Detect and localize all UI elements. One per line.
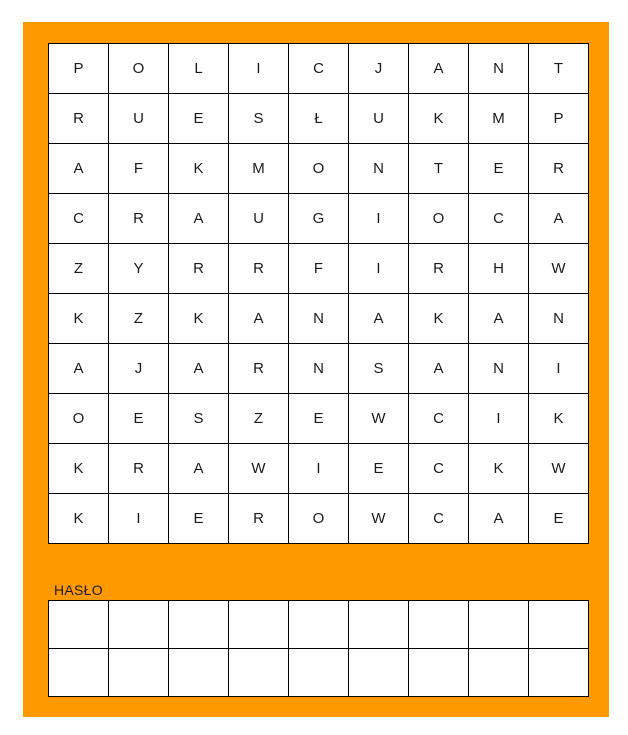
password-cell[interactable] [289, 649, 349, 697]
password-cell[interactable] [349, 649, 409, 697]
grid-cell[interactable]: I [109, 494, 169, 544]
grid-cell[interactable]: E [169, 494, 229, 544]
grid-cell[interactable]: E [109, 394, 169, 444]
grid-cell[interactable]: F [109, 144, 169, 194]
grid-cell[interactable]: N [289, 344, 349, 394]
grid-cell[interactable]: I [289, 444, 349, 494]
grid-cell[interactable]: I [349, 244, 409, 294]
grid-row [49, 144, 589, 194]
grid-cell[interactable]: R [229, 244, 289, 294]
grid-cell[interactable]: R [169, 244, 229, 294]
grid-cell[interactable]: O [289, 144, 349, 194]
grid-cell[interactable]: Z [229, 394, 289, 444]
grid-cell[interactable]: T [529, 44, 589, 94]
password-row [49, 649, 589, 697]
grid-cell[interactable]: N [469, 44, 529, 94]
grid-cell[interactable]: A [469, 494, 529, 544]
password-cell[interactable] [109, 601, 169, 649]
password-cell[interactable] [229, 649, 289, 697]
grid-row [49, 394, 589, 444]
password-cell[interactable] [409, 649, 469, 697]
password-cell[interactable] [349, 601, 409, 649]
grid-cell[interactable]: O [289, 494, 349, 544]
grid-cell[interactable]: K [49, 294, 109, 344]
grid-cell[interactable]: E [469, 144, 529, 194]
grid-row [49, 194, 589, 244]
grid-cell[interactable]: A [49, 344, 109, 394]
grid-cell[interactable]: K [409, 294, 469, 344]
grid-cell[interactable]: J [109, 344, 169, 394]
grid-cell[interactable]: R [109, 194, 169, 244]
grid-cell[interactable]: A [49, 144, 109, 194]
password-label: HASŁO [54, 582, 103, 598]
grid-row [49, 494, 589, 544]
grid-cell[interactable]: A [409, 344, 469, 394]
grid-cell[interactable]: A [169, 344, 229, 394]
grid-cell[interactable]: W [349, 494, 409, 544]
grid-cell[interactable]: C [289, 44, 349, 94]
grid-cell[interactable]: N [289, 294, 349, 344]
grid-cell[interactable]: R [109, 444, 169, 494]
grid-cell[interactable]: A [229, 294, 289, 344]
grid-cell[interactable]: N [469, 344, 529, 394]
password-grid [48, 600, 589, 697]
password-cell[interactable] [49, 601, 109, 649]
grid-cell[interactable]: J [349, 44, 409, 94]
grid-cell[interactable]: E [169, 94, 229, 144]
grid-cell[interactable]: W [529, 244, 589, 294]
grid-cell[interactable]: R [229, 494, 289, 544]
password-cell[interactable] [469, 649, 529, 697]
grid-cell[interactable]: H [469, 244, 529, 294]
grid-cell[interactable]: K [49, 444, 109, 494]
grid-cell[interactable]: L [169, 44, 229, 94]
grid-cell[interactable]: I [529, 344, 589, 394]
grid-cell[interactable]: U [109, 94, 169, 144]
grid-cell[interactable]: C [409, 394, 469, 444]
grid-cell[interactable]: E [289, 394, 349, 444]
grid-cell[interactable]: I [229, 44, 289, 94]
grid-cell[interactable]: I [349, 194, 409, 244]
password-cell[interactable] [169, 601, 229, 649]
grid-cell[interactable]: K [49, 494, 109, 544]
password-row [49, 601, 589, 649]
grid-cell[interactable]: P [529, 94, 589, 144]
grid-cell[interactable]: Z [49, 244, 109, 294]
grid-cell[interactable]: S [169, 394, 229, 444]
grid-cell[interactable]: N [529, 294, 589, 344]
grid-cell[interactable]: N [349, 144, 409, 194]
grid-cell[interactable]: A [169, 444, 229, 494]
password-cell[interactable] [169, 649, 229, 697]
grid-cell[interactable]: S [349, 344, 409, 394]
grid-cell[interactable]: A [169, 194, 229, 244]
grid-cell[interactable]: R [529, 144, 589, 194]
grid-cell[interactable]: T [409, 144, 469, 194]
grid-cell[interactable]: F [289, 244, 349, 294]
grid-cell[interactable]: K [169, 144, 229, 194]
grid-cell[interactable]: O [49, 394, 109, 444]
grid-cell[interactable]: R [229, 344, 289, 394]
grid-cell[interactable]: Z [109, 294, 169, 344]
grid-cell[interactable]: C [49, 194, 109, 244]
grid-cell[interactable]: W [529, 444, 589, 494]
grid-cell[interactable]: G [289, 194, 349, 244]
grid-cell[interactable]: U [229, 194, 289, 244]
grid-row [49, 444, 589, 494]
grid-cell[interactable]: O [109, 44, 169, 94]
grid-cell[interactable]: U [349, 94, 409, 144]
password-cell[interactable] [469, 601, 529, 649]
grid-cell[interactable]: E [349, 444, 409, 494]
grid-cell[interactable]: R [49, 94, 109, 144]
grid-cell[interactable]: A [409, 44, 469, 94]
grid-cell[interactable]: A [529, 194, 589, 244]
grid-cell[interactable]: W [229, 444, 289, 494]
grid-row [49, 244, 589, 294]
grid-cell[interactable]: M [469, 94, 529, 144]
grid-cell[interactable]: P [49, 44, 109, 94]
letter-grid [48, 43, 589, 544]
grid-cell[interactable]: O [409, 194, 469, 244]
grid-cell[interactable]: R [409, 244, 469, 294]
grid-cell[interactable]: K [409, 94, 469, 144]
grid-cell[interactable]: S [229, 94, 289, 144]
grid-cell[interactable]: M [229, 144, 289, 194]
grid-cell[interactable]: C [409, 494, 469, 544]
grid-cell[interactable]: C [409, 444, 469, 494]
password-cell[interactable] [49, 649, 109, 697]
grid-cell[interactable]: C [469, 194, 529, 244]
password-cell[interactable] [289, 601, 349, 649]
grid-row [49, 294, 589, 344]
grid-cell[interactable]: K [469, 444, 529, 494]
password-cell[interactable] [529, 649, 589, 697]
grid-row [49, 344, 589, 394]
grid-cell[interactable]: Ł [289, 94, 349, 144]
grid-cell[interactable]: W [349, 394, 409, 444]
grid-cell[interactable]: K [169, 294, 229, 344]
grid-cell[interactable]: Y [109, 244, 169, 294]
password-cell[interactable] [529, 601, 589, 649]
password-cell[interactable] [229, 601, 289, 649]
grid-row [49, 44, 589, 94]
grid-cell[interactable]: I [469, 394, 529, 444]
password-cell[interactable] [409, 601, 469, 649]
grid-cell[interactable]: A [349, 294, 409, 344]
grid-row [49, 94, 589, 144]
grid-cell[interactable]: A [469, 294, 529, 344]
grid-cell[interactable]: E [529, 494, 589, 544]
grid-cell[interactable]: K [529, 394, 589, 444]
password-cell[interactable] [109, 649, 169, 697]
